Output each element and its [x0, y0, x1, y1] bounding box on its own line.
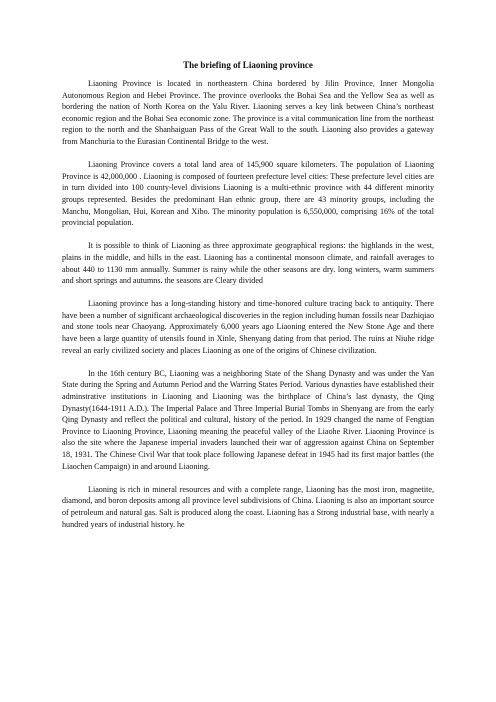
paragraph-population: Liaoning Province covers a total land area of 145,900 square kilometers. The population of Liaoning Province is 42,000,000 . Liaoning is composed of fourteen prefecture level cities: These prefecture level cities are in turn divided into 100 county-level divisions Liaoning is a multi-ethnic province with 44 different minority groups represented. Besides the predominant Han ethnic group, there are 43 minority groups, including the Manchu, Mongolian, Hui, Korean and Xibo. The minority population is 6,550,000, comprising 16% of the total provincial population. — [62, 160, 434, 228]
paragraph-resources: Liaoning is rich in mineral resources and with a complete range, Liaoning has the most iron, magnetite, diamond, and boron deposits among all province level subdivisions of China. Liaoning is also an important source of petroleum and natural gas. Salt is produced along the coast. Liaoning has a Strong industrial base, with nearly a hundred years of industrial history. he — [62, 484, 434, 529]
paragraph-history: In the 16th century BC, Liaoning was a neighboring State of the Shang Dynasty and was under the Yan State during the Spring and Autumn Period and the Warring States Period. Various dynasties have established their adminstrative institutions in Liaoning and Liaoning was the birthplace of China’s last dynasty, the Qing Dynasty(1644-1911 A.D.). The Imperial Palace and Three Imperial Burial Tombs in Shenyang are from the early Qing Dynasty and reflect the political and cultural, history of the period. In 1929 changed the name of Fengtian Province to Liaoning Province, Liaoning meaning the peaceful valley of the Liaohe River. Liaoning Province is also the site where the Japanese imperial invaders launched their war of aggression against China on September 18, 1931. The Chinese Civil War that took place following Japanese defeat in 1945 had its first major battles (the Liaochen Campaign) in and around Liaoning. — [62, 368, 434, 471]
document-title: The briefing of Liaoning province — [183, 60, 313, 70]
paragraph-geography: It is possible to think of Liaoning as three approximate geographical regions: the highlands in the west, plains in the middle, and hills in the east. Liaoning has a continental monsoon climate, and rainfall averages to about 440 to 1130 mm annually. Summer is rainy while the other seasons are dry. long winters, warm summers and short springs and autumns. the seasons are Cleary divided — [62, 241, 434, 286]
paragraph-antiquity: Liaoning province has a long-standing history and time-honored culture tracing back to antiquity. There have been a number of significant archaeological discoveries in the region including human fossils near Dazhiqiao and stone tools near Chaoyang. Approximately 6,000 years ago Liaoning entered the New Stone Age and there have been a large quantity of utensils found in Xinle, Shenyang dating from that period. The ruins at Niuhe ridge reveal an early civilized society and places Liaoning as one of the origins of Chinese civilization. — [62, 299, 434, 355]
paragraph-location: Liaoning Province is located in northeastern China bordered by Jilin Province, Inner Mongolia Autonomous Region and Hebei Province. The province overlooks the Bohai Sea and the Yellow Sea as well as bordering the nation of North Korea on the Yalu River. Liaoning serves a key link between China’s northeast economic region and the Bohai Sea economic zone. The province is a vital communication line from the northeast region to the north and the Shanhaiguan Pass of the Great Wall to the south. Liaoning also provides a gateway from Manchuria to the Eurasian Continental Bridge to the west. — [62, 79, 434, 146]
